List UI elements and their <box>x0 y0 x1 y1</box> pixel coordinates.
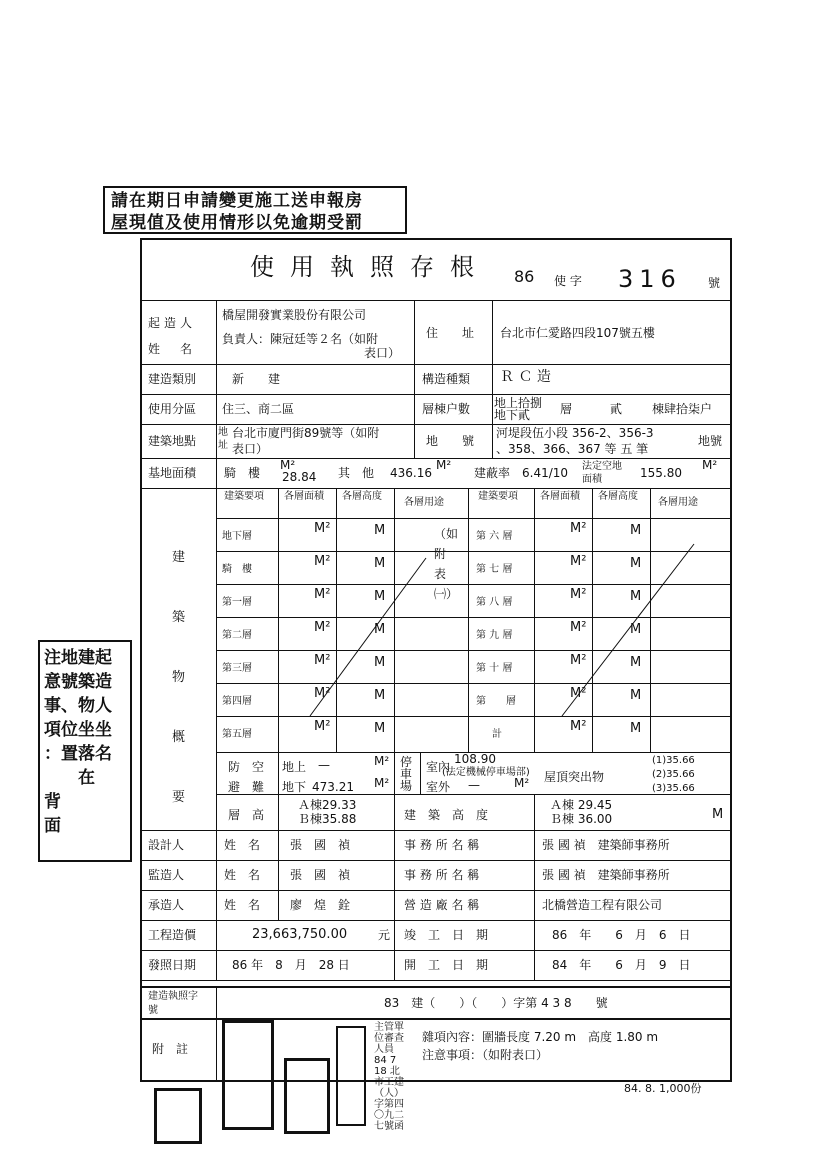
builder-name: 橋屋開發實業股份有限公司 <box>222 308 367 322</box>
completion-date: 86 年 6 月 6 日 <box>552 928 691 942</box>
parking-outdoor-label: 室外 <box>426 780 451 794</box>
m2-l5: M² <box>314 686 331 701</box>
m2-l6: M² <box>314 719 331 734</box>
shelter-below-area: 473.21 <box>312 780 354 794</box>
permit-number: 316 <box>618 265 682 293</box>
issue-date: 86 年 8 月 28 日 <box>232 958 350 972</box>
other-unit: M² <box>436 458 452 472</box>
parking-outdoor-dash: — <box>468 778 480 792</box>
supervisor-name-label: 姓 名 <box>224 868 261 882</box>
cost-yuan: 元 <box>378 928 391 942</box>
m2-l0: M² <box>314 521 331 536</box>
left-floor-1: 騎 樓 <box>222 564 252 575</box>
permit-number-row <box>140 986 732 1020</box>
m2-l1: M² <box>314 554 331 569</box>
official-seal-1 <box>222 1020 274 1130</box>
head-item: 建築要項 <box>224 491 264 502</box>
designer-label: 設計人 <box>148 838 185 852</box>
coverage-ratio: 6.41/10 <box>522 466 569 480</box>
left-floor-0: 地下層 <box>222 531 252 542</box>
use-note: （如附表㈠） <box>434 527 459 601</box>
builder-rep: 負責人：陳冠廷等２名（如附 <box>222 332 379 346</box>
m-l6: M <box>374 721 386 736</box>
designer-office: 張 國 禎 建築師事務所 <box>542 838 670 852</box>
m2-r6: M² <box>570 719 587 734</box>
notes-line-2: 注意事項：（如附表口） <box>422 1048 549 1062</box>
floor-height-label: 層 高 <box>228 808 265 822</box>
m-r0: M <box>630 523 642 538</box>
permit-number-label: 建造執照字 號 <box>148 991 208 1016</box>
m2-l3: M² <box>314 620 331 635</box>
building-height-b: Ｂ棟 36.00 <box>550 812 613 826</box>
official-seal-4 <box>154 1088 202 1144</box>
designer-name-label: 姓 名 <box>224 838 261 852</box>
floors-above: 地上拾捌 <box>494 396 543 410</box>
notice-stamp: 注地建起 意號築造 事、物人 項位坐坐 ：置落名 在 背 面 <box>38 640 132 862</box>
completion-label: 竣 工 日 期 <box>404 928 489 942</box>
roof-projection-3: (3)35.66 <box>652 783 695 794</box>
shelter-label-2: 避 難 <box>228 780 265 794</box>
contractor-name-label: 姓 名 <box>224 898 261 912</box>
permit-form <box>140 238 732 988</box>
left-floor-2: 第一層 <box>222 597 252 608</box>
supervisor-office-label: 事 務 所 名 稱 <box>404 868 480 882</box>
shelter-below: 地下 <box>282 780 307 794</box>
parking-indoor-note: (法定機械停車場部) <box>442 767 530 778</box>
issue-date-label: 發照日期 <box>148 958 197 972</box>
head-area-right: 各層面積 <box>540 491 580 502</box>
base-area-label: 基地面積 <box>148 466 197 480</box>
permit-number-value: 83 建（ ）（ ）字第 4 3 8 號 <box>384 996 608 1010</box>
start-date-label: 開 工 日 期 <box>404 958 489 972</box>
m2-r4: M² <box>570 653 587 668</box>
cost-label: 工程造價 <box>148 928 197 942</box>
contractor-name: 廖 煌 銓 <box>290 898 351 912</box>
m-l2: M <box>374 589 386 604</box>
building-count: 貳 <box>610 402 623 416</box>
shelter-above-dash: — <box>318 758 330 772</box>
shelter-above: 地上 <box>282 760 307 774</box>
permit-year: 86 <box>514 267 535 286</box>
m2-l2: M² <box>314 587 331 602</box>
m-l5: M <box>374 688 386 703</box>
supervisor-label: 監造人 <box>148 868 185 882</box>
left-floor-6: 第五層 <box>222 729 252 740</box>
legal-unit: M² <box>702 458 718 472</box>
category-value: 新 建 <box>232 372 281 386</box>
address-prefix: 地址 <box>218 427 228 451</box>
structure-label: 構造種類 <box>422 372 471 386</box>
right-floor-1: 第 七 層 <box>476 564 513 575</box>
head-item-right: 建築要項 <box>478 491 518 502</box>
m-l4: M <box>374 655 386 670</box>
lot-unit: 地號 <box>698 434 723 448</box>
m-l1: M <box>374 556 386 571</box>
zoning-label: 使用分區 <box>148 402 197 416</box>
shelter-above-unit: M² <box>374 754 390 768</box>
location-address-2: 表口） <box>232 442 269 456</box>
left-floor-5: 第四層 <box>222 696 252 707</box>
legal-open-area-label: 法定空地面積 <box>582 461 622 485</box>
m2-l4: M² <box>314 653 331 668</box>
void-strike-lines <box>142 488 734 752</box>
location-address: 台北市廈門街89號等（如附 <box>232 426 380 440</box>
floors-label: 層棟户數 <box>422 402 471 416</box>
word-label: 使 字 <box>554 274 582 288</box>
parking-indoor-label: 室內 <box>426 760 451 774</box>
zoning-value: 住三、商二區 <box>222 402 295 416</box>
contractor-office-label: 營 造 廠 名 稱 <box>404 898 480 912</box>
address-label: 住 址 <box>426 326 475 340</box>
coverage-label: 建蔽率 <box>474 466 511 480</box>
qilou-area: 28.84 <box>282 470 317 484</box>
builder-address: 台北市仁愛路四段107號五樓 <box>500 326 655 340</box>
m2-r0: M² <box>570 521 587 536</box>
right-floor-3: 第 九 層 <box>476 630 513 641</box>
floors-table <box>142 488 730 831</box>
notes-vertical: 主管單位審查人員 84 7 18 北市工建（人）字第四〇九二七號函 <box>374 1022 404 1132</box>
contractor-label: 承造人 <box>148 898 185 912</box>
designer-name: 張 國 禎 <box>290 838 351 852</box>
contractor-office: 北橋營造工程有限公司 <box>542 898 663 912</box>
other-label: 其 他 <box>338 466 375 480</box>
lot-label: 地 號 <box>426 434 475 448</box>
official-seal-3 <box>336 1026 366 1126</box>
building-summary-label: 建築物概要 <box>172 550 186 805</box>
floor-word: 層 <box>560 402 573 416</box>
m-l3: M <box>374 622 386 637</box>
m2-r3: M² <box>570 620 587 635</box>
print-info: 84. 8. 1,000份 <box>624 1082 702 1095</box>
right-floor-0: 第 六 層 <box>476 531 513 542</box>
m2-r2: M² <box>570 587 587 602</box>
shelter-below-unit: M² <box>374 776 390 790</box>
lot-numbers-2: 、358、366、367 等 五 筆 <box>496 442 649 456</box>
builder-rep2: 表口） <box>364 346 401 360</box>
stamp-line-1: 請在期日申請變更施工送申報房 <box>111 191 363 211</box>
category-label: 建造類別 <box>148 372 197 386</box>
qilou-label: 騎 樓 <box>224 466 261 480</box>
head-use-right: 各層用途 <box>658 497 698 508</box>
head-use: 各層用途 <box>404 497 444 508</box>
right-floor-2: 第 八 層 <box>476 597 513 608</box>
building-height-a: Ａ棟 29.45 <box>550 798 613 812</box>
m-l0: M <box>374 523 386 538</box>
head-height: 各層高度 <box>342 491 382 502</box>
floors-below: 地下貳 <box>494 408 531 422</box>
m-r5: M <box>630 688 642 703</box>
m-r6: M <box>630 721 642 736</box>
notes-line-1: 雜項內容：圍牆長度 7.20 m 高度 1.80 m <box>422 1030 659 1044</box>
legal-open-area: 155.80 <box>640 466 682 480</box>
cost-value: 23,663,750.00 <box>252 927 348 942</box>
shelter-label-1: 防 空 <box>228 760 265 774</box>
roof-projection-1: (1)35.66 <box>652 755 695 766</box>
m2-r5: M² <box>570 686 587 701</box>
start-date: 84 年 6 月 9 日 <box>552 958 691 972</box>
form-title: 使用執照存根 <box>250 253 490 281</box>
roof-projection-2: (2)35.66 <box>652 769 695 780</box>
floor-height-a: Ａ棟29.33 <box>298 798 357 812</box>
right-floor-5: 第 層 <box>476 696 516 707</box>
stamp-line-2: 屋現值及使用情形以免逾期受罰 <box>111 213 363 233</box>
supervisor-name: 張 國 禎 <box>290 868 351 882</box>
m-r2: M <box>630 589 642 604</box>
other-area: 436.16 <box>390 466 432 480</box>
designer-office-label: 事 務 所 名 稱 <box>404 838 480 852</box>
floor-height-b: Ｂ棟35.88 <box>298 812 357 826</box>
official-seal-2 <box>284 1058 330 1134</box>
qilou-unit: M² <box>280 458 296 472</box>
overdue-warning-stamp <box>103 186 407 234</box>
m2-r1: M² <box>570 554 587 569</box>
building-height-label: 建 築 高 度 <box>404 808 489 822</box>
builder-label: 起造人 姓 名 <box>148 316 197 356</box>
parking-label: 停車場 <box>400 755 413 793</box>
head-area: 各層面積 <box>284 491 324 502</box>
supervisor-office: 張 國 禎 建築師事務所 <box>542 868 670 882</box>
m-r1: M <box>630 556 642 571</box>
building-height-unit: M <box>712 807 724 822</box>
right-floor-4: 第 十 層 <box>476 663 513 674</box>
left-floor-4: 第三層 <box>222 663 252 674</box>
right-floor-total: 計 <box>492 729 502 740</box>
notes-label: 附 註 <box>152 1042 189 1056</box>
m-r4: M <box>630 655 642 670</box>
m-r3: M <box>630 622 642 637</box>
location-label: 建築地點 <box>148 434 197 448</box>
hao-label: 號 <box>708 276 721 290</box>
parking-indoor-area: 108.90 <box>454 752 496 766</box>
head-height-right: 各層高度 <box>598 491 638 502</box>
roof-projection-label: 屋頂突出物 <box>544 770 605 784</box>
structure-value: Ｒ Ｃ 造 <box>500 369 551 385</box>
lot-numbers-1: 河堤段伍小段 356-2、356-3 <box>496 426 654 440</box>
units-word: 棟肆拾柒户 <box>652 402 713 416</box>
left-floor-3: 第二層 <box>222 630 252 641</box>
parking-outdoor-unit: M² <box>514 776 530 790</box>
